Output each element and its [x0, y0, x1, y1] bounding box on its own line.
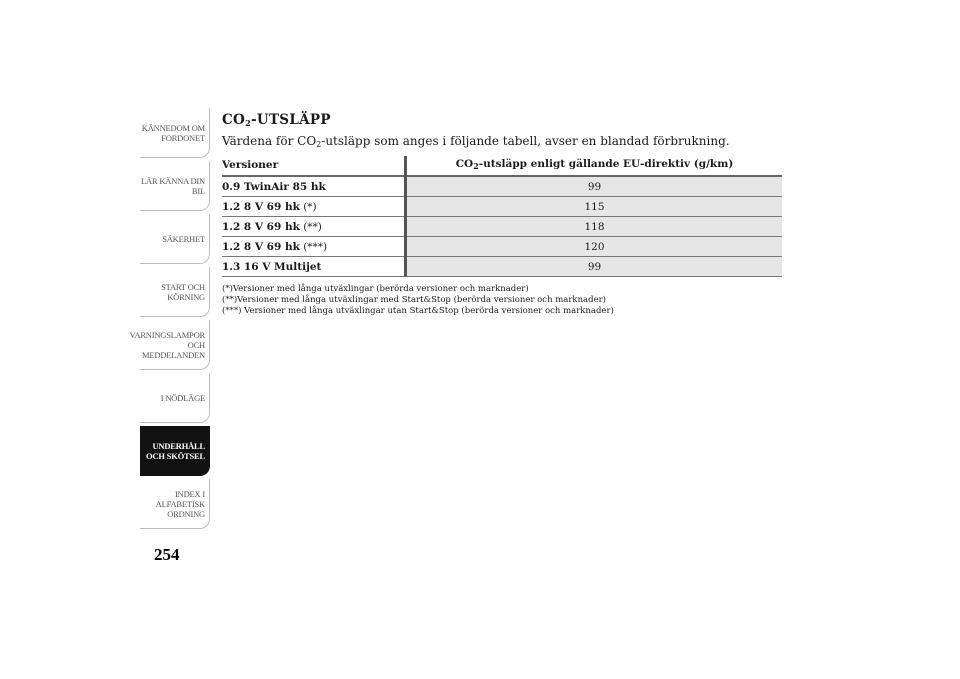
chapter-sidebar: [129, 108, 210, 532]
title-sub: 2: [245, 118, 251, 128]
tab-label: INDEX I ALFABETISK ORDNING: [155, 488, 205, 519]
footnote: (*)Versioner med långa utväxlingar (berörda versioner och marknader): [222, 284, 529, 294]
tab-lar-kanna[interactable]: [140, 161, 210, 211]
tab-label: UNDERHÅLL OCH SKÖTSEL: [146, 440, 205, 461]
title-suffix: -UTSLÄPP: [250, 112, 331, 128]
tab-label: I NÖDLÄGE: [160, 392, 205, 403]
model-name: 0.9 TwinAir 85 hk: [222, 180, 326, 193]
table-header-row: [222, 156, 782, 176]
table-row: [222, 176, 782, 197]
footnote: (***) Versioner med långa utväxlingar utan Start&Stop (berörda versioner och marknader): [222, 306, 614, 316]
tab-label: START OCH KÖRNING: [161, 281, 205, 302]
intro-prefix: Värdena för CO: [222, 134, 317, 148]
emission-value: 118: [406, 217, 783, 237]
model-suffix: (*): [299, 200, 317, 213]
model-name: 1.2 8 V 69 hk: [222, 240, 300, 253]
page-number: 254: [154, 545, 180, 564]
tab-varningslampor[interactable]: [129, 320, 210, 370]
col2-prefix: CO: [455, 158, 474, 170]
emission-value: 120: [406, 237, 783, 257]
model-suffix: (***): [299, 240, 328, 253]
model-cell: [222, 217, 406, 237]
model-name: 1.2 8 V 69 hk: [222, 220, 300, 233]
model-cell: [222, 197, 406, 217]
tab-label: SÄKERHET: [162, 233, 205, 244]
model-suffix: (**): [299, 220, 322, 233]
tab-index[interactable]: [140, 479, 210, 529]
footnote: (**)Versioner med långa utväxlingar med Start&Stop (berörda versioner och marknader): [222, 295, 606, 305]
table-row: [222, 257, 782, 277]
tab-sakerhet[interactable]: [140, 214, 210, 264]
model-name: 1.2 8 V 69 hk: [222, 200, 300, 213]
intro-suffix: -utsläpp som anges i följande tabell, avser en blandad förbrukning.: [321, 134, 730, 148]
emissions-table: [222, 156, 782, 277]
col2-suffix: -utsläpp enligt gällande EU-direktiv (g/km): [478, 158, 734, 170]
tab-kannedom[interactable]: [140, 108, 210, 158]
tab-label: VARNINGSLAMPOR OCH MEDDELANDEN: [129, 329, 205, 360]
footnotes: [222, 284, 784, 317]
section-title: [222, 112, 784, 128]
col-emissions-header: [406, 156, 783, 176]
model-cell: [222, 237, 406, 257]
tab-label: LÄR KÄNNA DIN BIL: [141, 175, 205, 196]
tab-start[interactable]: [140, 267, 210, 317]
tab-label: KÄNNEDOM OM FORDONET: [141, 122, 205, 143]
model-name: 1.3 16 V Multijet: [222, 260, 322, 273]
tab-underhall[interactable]: [140, 426, 210, 476]
table-row: [222, 237, 782, 257]
table-row: [222, 217, 782, 237]
main-content: [222, 112, 784, 317]
model-cell: [222, 176, 406, 197]
intro-sub: 2: [316, 140, 322, 149]
model-cell: [222, 257, 406, 277]
col-versions-header: Versioner: [222, 156, 406, 176]
title-prefix: CO: [222, 112, 246, 128]
col2-sub: 2: [473, 161, 479, 171]
emission-value: 99: [406, 176, 783, 197]
emission-value: 99: [406, 257, 783, 277]
emission-value: 115: [406, 197, 783, 217]
table-row: [222, 197, 782, 217]
tab-nodlage[interactable]: [140, 373, 210, 423]
intro-text: [222, 134, 784, 149]
